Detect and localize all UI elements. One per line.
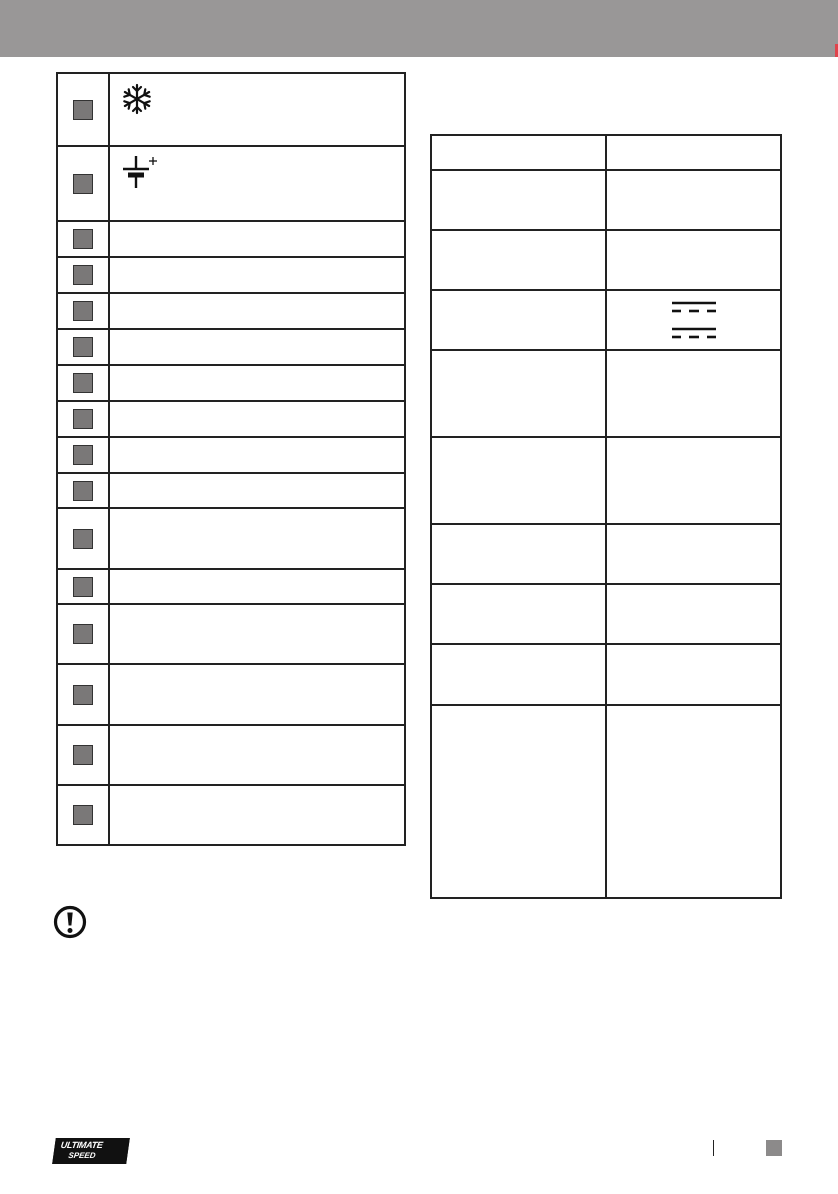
legend-number-cell bbox=[57, 365, 109, 401]
legend-description-cell bbox=[109, 365, 405, 401]
legend-description-cell bbox=[109, 785, 405, 845]
legend-description-cell bbox=[109, 473, 405, 508]
legend-number-cell bbox=[57, 725, 109, 785]
spec-label-cell bbox=[431, 584, 606, 644]
spec-row bbox=[431, 290, 781, 350]
legend-row bbox=[57, 569, 405, 604]
spec-label-cell bbox=[431, 644, 606, 705]
spec-value-cell bbox=[606, 524, 781, 584]
spec-label-cell bbox=[431, 230, 606, 290]
parts-legend-table bbox=[56, 72, 406, 846]
ultimate-speed-logo bbox=[52, 1138, 130, 1164]
legend-row bbox=[57, 329, 405, 365]
spec-row bbox=[431, 230, 781, 290]
spec-row bbox=[431, 170, 781, 230]
legend-row bbox=[57, 437, 405, 473]
item-number-square bbox=[73, 265, 93, 285]
exclamation-circle-icon bbox=[53, 905, 87, 939]
spec-row bbox=[431, 524, 781, 584]
legend-row bbox=[57, 473, 405, 508]
legend-description-cell bbox=[109, 437, 405, 473]
spec-label-cell bbox=[431, 350, 606, 437]
legend-description-cell bbox=[109, 508, 405, 569]
spec-value-cell bbox=[606, 705, 781, 898]
legend-description-cell bbox=[109, 569, 405, 604]
item-number-square bbox=[73, 529, 93, 549]
item-number-square bbox=[73, 805, 93, 825]
item-number-square bbox=[73, 100, 93, 120]
legend-number-cell bbox=[57, 221, 109, 257]
legend-row bbox=[57, 508, 405, 569]
spec-label-cell bbox=[431, 170, 606, 230]
spec-header-row bbox=[431, 135, 781, 170]
item-number-square bbox=[73, 301, 93, 321]
item-number-square bbox=[73, 577, 93, 597]
technical-data-table bbox=[430, 134, 782, 899]
legend-description-cell bbox=[109, 664, 405, 725]
legend-number-cell bbox=[57, 146, 109, 221]
footer-divider bbox=[713, 1140, 714, 1156]
legend-row bbox=[57, 664, 405, 725]
spec-label-cell bbox=[431, 135, 606, 170]
legend-description-cell bbox=[109, 257, 405, 293]
spec-row bbox=[431, 437, 781, 524]
legend-description-cell bbox=[109, 401, 405, 437]
header-bar bbox=[0, 0, 838, 57]
legend-number-cell bbox=[57, 293, 109, 329]
legend-row bbox=[57, 73, 405, 146]
legend-number-cell bbox=[57, 401, 109, 437]
legend-description-cell bbox=[109, 329, 405, 365]
legend-number-cell bbox=[57, 73, 109, 146]
logo-text-ultimate: ULTIMATE bbox=[60, 1140, 104, 1150]
legend-row bbox=[57, 146, 405, 221]
legend-row bbox=[57, 401, 405, 437]
spec-value-cell bbox=[606, 644, 781, 705]
logo-text-speed: SPEED bbox=[67, 1151, 97, 1160]
spec-value-cell bbox=[606, 230, 781, 290]
legend-description-cell bbox=[109, 221, 405, 257]
legend-row bbox=[57, 257, 405, 293]
dc-battery-icon bbox=[120, 155, 164, 189]
legend-number-cell bbox=[57, 569, 109, 604]
legend-description-cell bbox=[109, 725, 405, 785]
spec-value-cell bbox=[606, 170, 781, 230]
item-number-square bbox=[73, 481, 93, 501]
spec-value-cell bbox=[606, 290, 781, 350]
spec-label-cell bbox=[431, 437, 606, 524]
spec-label-cell bbox=[431, 705, 606, 898]
spec-row bbox=[431, 644, 781, 705]
item-number-square bbox=[73, 745, 93, 765]
spec-label-cell bbox=[431, 290, 606, 350]
legend-row bbox=[57, 604, 405, 664]
spec-row bbox=[431, 584, 781, 644]
legend-number-cell bbox=[57, 473, 109, 508]
legend-row bbox=[57, 725, 405, 785]
legend-row bbox=[57, 785, 405, 845]
page-marker-square bbox=[766, 1140, 782, 1156]
item-number-square bbox=[73, 624, 93, 644]
item-number-square bbox=[73, 409, 93, 429]
spec-value-cell bbox=[606, 584, 781, 644]
item-number-square bbox=[73, 174, 93, 194]
spec-row bbox=[431, 705, 781, 898]
legend-number-cell bbox=[57, 604, 109, 664]
legend-description-cell bbox=[109, 604, 405, 664]
snowflake-icon bbox=[120, 82, 154, 116]
legend-description-cell bbox=[109, 146, 405, 221]
dc-current-symbol-icon bbox=[670, 300, 718, 340]
legend-row bbox=[57, 365, 405, 401]
legend-description-cell bbox=[109, 73, 405, 146]
spec-row bbox=[431, 350, 781, 437]
legend-row bbox=[57, 221, 405, 257]
item-number-square bbox=[73, 445, 93, 465]
item-number-square bbox=[73, 685, 93, 705]
item-number-square bbox=[73, 373, 93, 393]
item-number-square bbox=[73, 229, 93, 249]
spec-label-cell bbox=[431, 524, 606, 584]
spec-value-cell bbox=[606, 437, 781, 524]
legend-description-cell bbox=[109, 293, 405, 329]
legend-number-cell bbox=[57, 437, 109, 473]
spec-value-cell bbox=[606, 135, 781, 170]
item-number-square bbox=[73, 337, 93, 357]
legend-number-cell bbox=[57, 329, 109, 365]
legend-number-cell bbox=[57, 508, 109, 569]
legend-row bbox=[57, 293, 405, 329]
legend-number-cell bbox=[57, 257, 109, 293]
legend-number-cell bbox=[57, 664, 109, 725]
legend-number-cell bbox=[57, 785, 109, 845]
spec-value-cell bbox=[606, 350, 781, 437]
